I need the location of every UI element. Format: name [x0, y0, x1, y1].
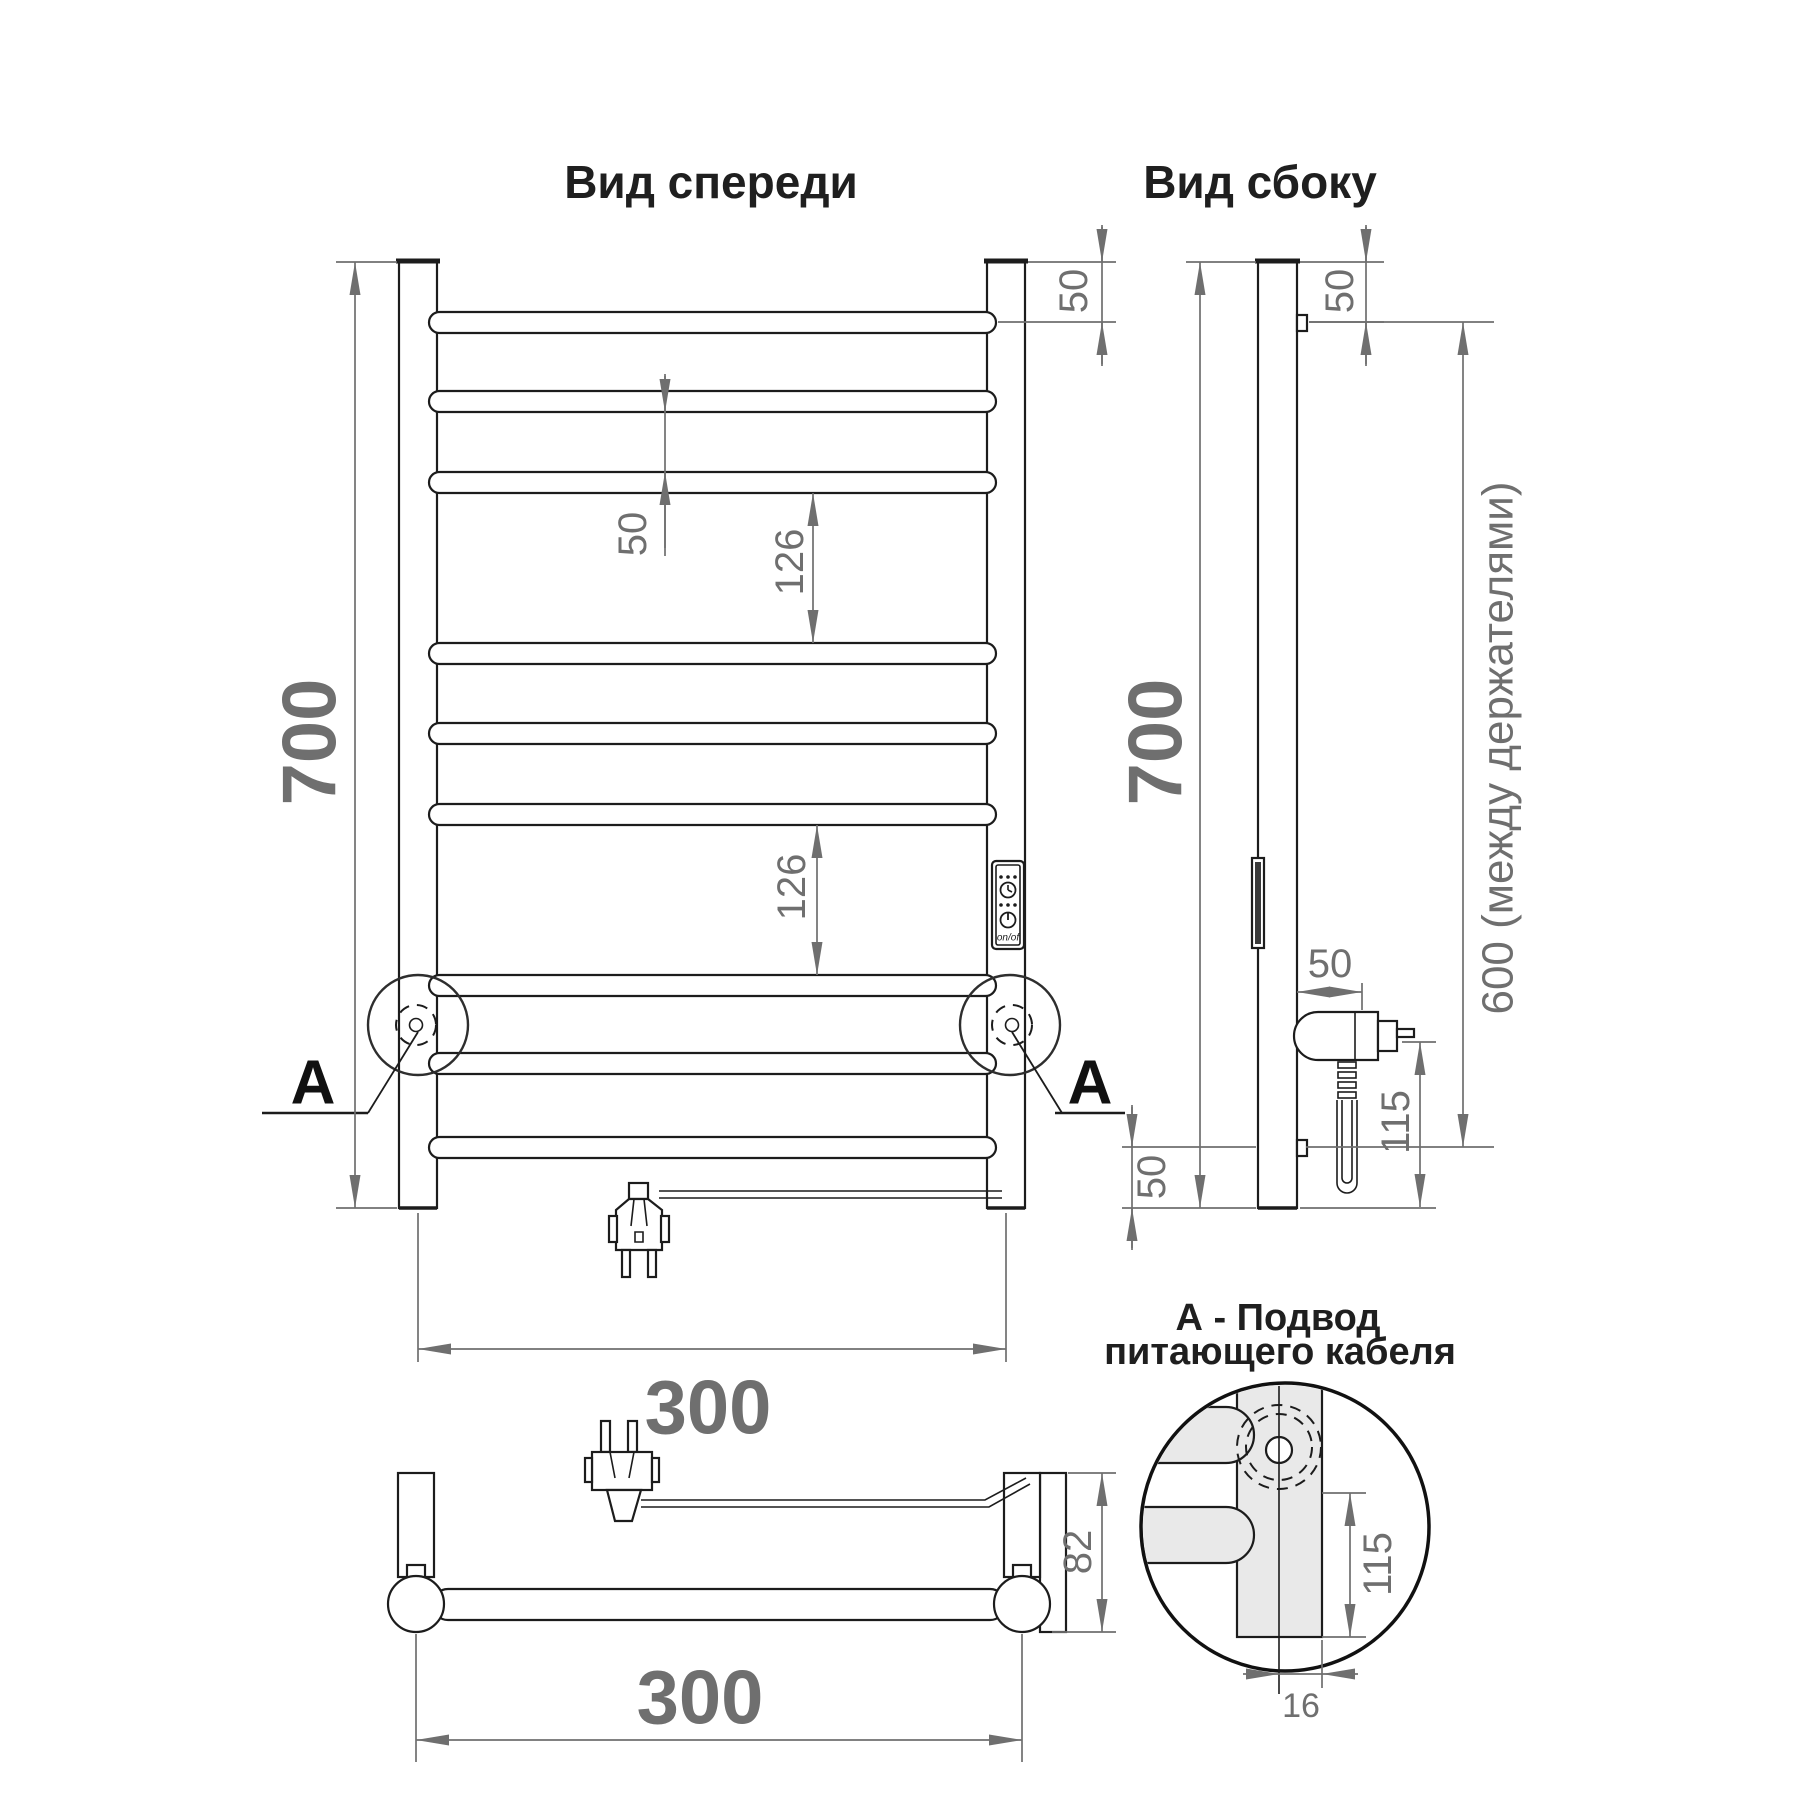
control-panel-side	[1252, 858, 1264, 948]
dim-group-gap-upper	[768, 493, 813, 643]
dim-label-115-detail: 115	[1356, 1532, 1400, 1596]
side-rail	[1258, 260, 1297, 1208]
rung	[429, 472, 996, 493]
dim-label-126-lower: 126	[770, 853, 814, 921]
rung	[429, 312, 996, 333]
plug-pin	[1397, 1029, 1414, 1037]
front-view-title: Вид спереди	[564, 156, 858, 208]
rung	[429, 975, 996, 996]
detail-view-a	[1104, 1297, 1456, 1725]
wall-bracket-bottom	[1297, 1140, 1307, 1156]
dim-label-82: 82	[1056, 1529, 1100, 1575]
dim-bottom-width	[416, 1634, 1022, 1762]
dim-label-126-upper: 126	[768, 528, 812, 596]
wall-bracket-top	[1297, 315, 1307, 331]
indicator-dots-bottom	[999, 903, 1017, 907]
bottom-view	[388, 1421, 1116, 1762]
rung	[429, 804, 996, 825]
power-label: on/of	[996, 932, 1020, 944]
front-rungs	[429, 312, 996, 1158]
dim-front-width	[418, 1213, 1006, 1451]
plug-pin	[628, 1421, 637, 1452]
dim-label-600: 600 (между держателями)	[1473, 481, 1523, 1015]
front-view	[262, 156, 1125, 1451]
rung	[429, 391, 996, 412]
dim-label-50-side-bottom: 50	[1130, 1154, 1174, 1200]
dim-label-700-side: 700	[1113, 678, 1199, 806]
side-view-title: Вид сбоку	[1143, 156, 1377, 208]
detail-lower-rung	[1118, 1507, 1254, 1563]
control-panel	[992, 861, 1024, 949]
rung	[429, 1053, 996, 1074]
bottom-left-rail-circle	[388, 1576, 444, 1632]
dim-plug-offset	[1297, 942, 1362, 1010]
cord-grip-ribs	[1338, 1062, 1356, 1098]
bottom-cable	[641, 1478, 1030, 1507]
rung	[429, 1137, 996, 1158]
dim-plug-drop	[1300, 1042, 1436, 1208]
detail-marker-a-right: A	[1067, 1048, 1113, 1118]
detail-caption-line2: питающего кабеля	[1104, 1331, 1456, 1373]
front-power-cable	[659, 1191, 1002, 1198]
dim-label-16: 16	[1282, 1687, 1320, 1725]
dim-label-115-side: 115	[1374, 1090, 1418, 1154]
dim-label-50-side-top: 50	[1318, 268, 1362, 314]
dim-side-bottom-gap	[1122, 1105, 1256, 1250]
dim-label-700-front: 700	[267, 678, 353, 806]
bottom-left-bracket	[398, 1473, 434, 1577]
dim-group-gap-lower	[770, 825, 817, 975]
dim-side-top-gap	[1300, 225, 1384, 366]
detail-upper-rung	[1118, 1407, 1254, 1463]
bottom-tube	[433, 1589, 1005, 1620]
dim-label-50-plug: 50	[1307, 942, 1353, 986]
detail-marker-a-left: A	[290, 1048, 336, 1118]
dim-label-300-front: 300	[644, 1365, 772, 1451]
plug-pin	[601, 1421, 610, 1452]
detail-caption-line1: А - Подвод	[1175, 1297, 1381, 1339]
dim-label-50-front-top: 50	[1052, 268, 1096, 314]
dim-side-height	[1114, 262, 1257, 1208]
indicator-dots-top	[999, 875, 1017, 879]
front-plug	[609, 1183, 669, 1277]
dim-label-50-rung: 50	[611, 511, 655, 557]
rung	[429, 723, 996, 744]
rung	[429, 643, 996, 664]
dim-label-300-bottom: 300	[636, 1655, 764, 1741]
bottom-right-rail-circle	[994, 1576, 1050, 1632]
side-view	[1114, 156, 1523, 1250]
